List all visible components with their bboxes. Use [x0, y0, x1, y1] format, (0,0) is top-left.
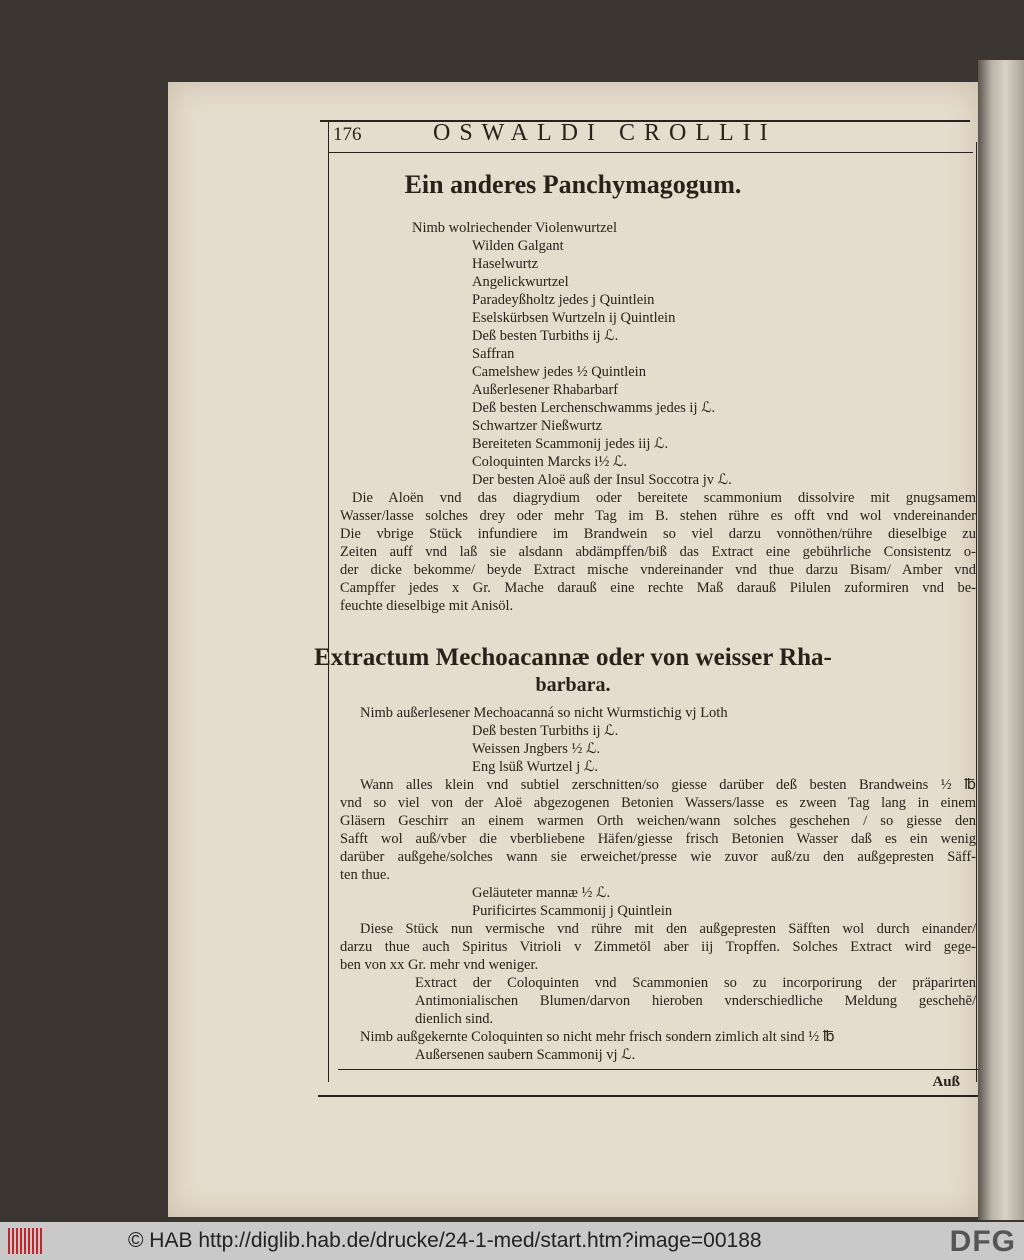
section-title: Extractum Mechoacannæ oder von weisser Rha- — [314, 644, 832, 671]
paragraph-line: Die vbrige Stück infundiere im Brandwein so viel darzu vonnöthen/rühre dieselbige zu — [340, 526, 976, 542]
ingredient: Bereiteten Scammonij jedes iij ℒ. — [472, 436, 669, 452]
paragraph-line: Wasser/lasse solches drey oder mehr Tag im B. stehen rühre es offt vnd wol vndereinander — [340, 508, 976, 524]
ingredient: Der besten Aloë auß der Insul Soccotra jv ℒ. — [472, 472, 732, 488]
ingredient: Außerlesener Rhabarbarf — [472, 382, 619, 398]
paragraph-line: darüber außgehe/solches wann sie erweichet/presse wie zuvor auß/zu den außgepresten Säff- — [340, 849, 976, 865]
paragraph-line: vnd so viel von der Aloë abgezogenen Betonien Wassers/lasse es zween Tag lang in einem — [340, 795, 976, 811]
recipe-first-line: Nimb wolriechender Violenwurtzel — [412, 220, 618, 236]
ingredient: Coloquinten Marcks i½ ℒ. — [472, 454, 628, 470]
ingredient: Deß besten Lerchenschwamms jedes ij ℒ. — [472, 400, 716, 416]
paragraph-line: ben von xx Gr. mehr vnd weniger. — [340, 957, 539, 973]
section1-recipe — [340, 219, 976, 615]
paragraph-line: Gläsern Geschirr an einem warmen Orth weichen/wann solches geschehen / so giesse den — [340, 813, 976, 829]
book-page — [168, 82, 978, 1217]
ingredient: Saffran — [472, 346, 515, 362]
page-number: 176 — [333, 124, 362, 145]
hab-logo-icon — [8, 1228, 42, 1254]
ingredient: Deß besten Turbiths ij ℒ. — [472, 723, 619, 739]
bottom-frame-rule — [318, 1095, 978, 1097]
paragraph-line: feuchte dieselbige mit Anisöl. — [340, 598, 514, 614]
ingredient: Schwartzer Nießwurtz — [472, 418, 603, 434]
ingredient: Haselwurtz — [472, 256, 539, 272]
closing-line: Nimb außgekernte Coloquinten so nicht mehr frisch sondern zimlich alt sind ½ ℔ — [360, 1029, 835, 1045]
footer-bar — [0, 1222, 1024, 1260]
paragraph-line: ten thue. — [340, 867, 390, 883]
ingredient: Weissen Jngbers ½ ℒ. — [472, 741, 601, 757]
paragraph-line: der dicke bekomme/ beyde Extract mische vndereinander vnd thue darzu Bisam/ Amber vnd — [340, 562, 976, 578]
paragraph-line: dienlich sind. — [415, 1011, 494, 1027]
right-frame-rule — [976, 142, 977, 1082]
paragraph-line: Zeiten auff vnd laß sie alsdann abdämpffen/biß das Extract eine gebührliche Consistentz o- — [340, 544, 976, 560]
paragraph-line: Diese Stück nun vermische vnd rühre mit den außgepresten Säfften wol durch einander/ — [360, 921, 976, 937]
section2-recipe — [340, 704, 976, 1064]
ingredient: Purificirtes Scammonij j Quintlein — [472, 903, 673, 919]
copyright-link[interactable]: © HAB http://diglib.hab.de/drucke/24-1-med/start.htm?image=00188 — [128, 1229, 762, 1252]
ingredient: Eng lsüß Wurtzel j ℒ. — [472, 759, 598, 775]
paragraph-line: darzu thue auch Spiritus Vitrioli v Zimmetöl aber iij Tropffen. Solches Extract wird gege- — [340, 939, 976, 955]
running-head: OSWALDI CROLLII — [433, 120, 777, 146]
paragraph-line: Campffer jedes x Gr. Mache darauß eine rechte Maß darauß Pilulen zuformiren vnd be- — [340, 580, 976, 596]
ingredient: Deß besten Turbiths ij ℒ. — [472, 328, 619, 344]
ingredient: Paradeyßholtz jedes j Quintlein — [472, 292, 655, 308]
ingredient: Angelickwurtzel — [472, 274, 569, 290]
paragraph-line: Extract der Coloquinten vnd Scammonien so zu incorporirung der präparirten — [415, 975, 976, 991]
catchword: Auß — [932, 1074, 960, 1090]
ingredient: Eselskürbsen Wurtzeln ij Quintlein — [472, 310, 676, 326]
section-title: Ein anderes Panchymagogum. — [404, 170, 742, 199]
paragraph-line: Safft wol auß/vber die vberbliebene Häfen/giesse frisch Betonien Wasser daß es ein wenig — [340, 831, 976, 847]
dfg-logo: DFG — [949, 1225, 1016, 1258]
ingredient: Camelshew jedes ½ Quintlein — [472, 364, 646, 380]
adjacent-page-edge — [978, 60, 1024, 1220]
section-title-continued: barbara. — [535, 674, 611, 696]
closing-line: Außersenen saubern Scammonij vj ℒ. — [415, 1047, 636, 1063]
paragraph-line: Antimonialischen Blumen/darvon hieroben vnderschiedliche Meldung geschehē/ — [415, 993, 976, 1009]
recipe-first-line: Nimb außerlesener Mechoacanná so nicht Wurmstichig vj Loth — [360, 705, 728, 721]
bottom-rule — [338, 1069, 978, 1070]
header-rule — [328, 152, 973, 153]
paragraph-line: Die Aloën vnd das diagrydium oder bereitete scammonium dissolvire mit gnugsamem — [352, 490, 976, 506]
paragraph-line: Wann alles klein vnd subtiel zerschnitten/so giesse darüber deß besten Brandweins ½ ℔ — [360, 777, 976, 793]
ingredient: Geläuteter mannæ ½ ℒ. — [472, 885, 611, 901]
left-frame-rule — [328, 122, 329, 1082]
ingredient: Wilden Galgant — [472, 238, 564, 254]
